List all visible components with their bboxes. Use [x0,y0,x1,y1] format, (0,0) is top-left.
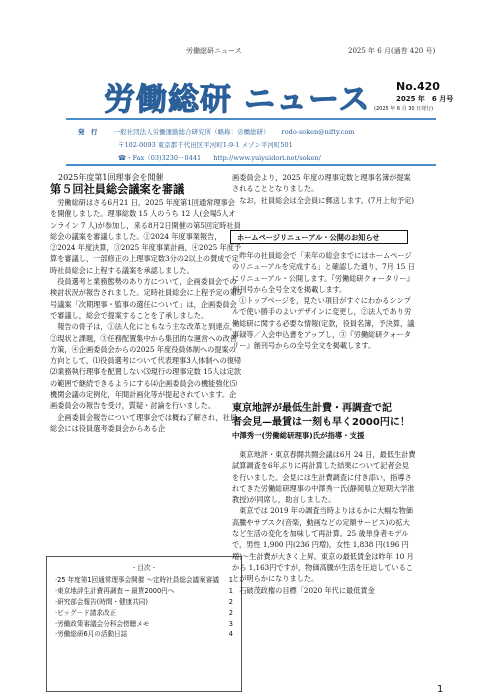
right-para-1: 画委員会より，2025 年度の理事定数と理事名簿が提案されることとなりました。 [232,173,411,194]
issue-number: No.420 [396,80,440,93]
publisher-line-3 [118,153,321,162]
article3-byline: 中澤秀一(労働総研理事)氏が指導・支援 [232,431,365,440]
toc-item [55,629,233,640]
masthead-rule-top [66,118,436,120]
masthead-title [104,74,370,119]
article1-para-2: 役員選考と業務態勢のあり方について，企画委員会での検討状況が報告されました。定時社員総会に上程予定の第5号議案「次期理事・監事の選任について」は，企画委員会で審議し，総会で提案することを了承しました。 [50,277,242,320]
page-number: 1 [437,684,444,695]
toc-item-text: ·25 年度第1回通常理事会開催 〜定時社員総会議案審議 [55,575,219,584]
article3-headline-1: 東京地評が最低生計費・再調査で記 [232,403,392,414]
table-of-contents [46,556,242,692]
masthead-title-b: ニュース [244,82,371,118]
toc-item-text: ·研究部会報告(時間・健康共同) [55,597,148,606]
toc-item [55,619,233,630]
article1-headline: 第５回社員総会議案を審議 [50,183,185,196]
article3-para-3: 石破茂政権の目標「2020 年代に最低賃金 [239,585,375,595]
article-homepage-renewal [232,250,416,352]
toc-item-page: 2 [228,597,233,606]
masthead-rule-bottom [66,164,436,166]
toc-item-page: 2 [228,608,233,617]
toc-item-text: ·労働総研6月の活動日誌 [55,630,128,639]
article1-para-1: 労働総研はさる6月21 日，2025 年度第1回通常理事会を開催しました。理事総数 15 人のうち 12 人(会場5人オンライン 7 人)が参加し，来る8月2日開催の第5回定時社員総会の議案を審議しました。①2024 年度事業報告，②2024 年度決算，③2025 年度事業計画，④2025 年度予算を審議し，一部修正の上理事定数3分の2以上の賛成で定時社員総会に上程する議案を承認しました。 [50,198,242,275]
article1-para-4: 企画委員会報告について理事会では概ね了解され，社員総会には役員選考委員会からある企 [50,412,238,433]
article1-continued [232,172,416,206]
article3-para-2: 東京では 2019 年の調査当時よりはるかに大幅な物価高騰やサブスク(音楽，動画などの定額サービス)の拡大など生活の変化を加味して再計算。25 歳単身者モデルで，男性 1,900 円(236 円増)，女性 1,838 円(196 円増)～生計費が大きく上昇。東京の最低賃金は昨年 10 月から 1,163円ですが，物価高騰が生活を圧迫していることが明らかになりました。 [232,506,414,584]
article-tokyo-chihyo [232,402,422,596]
publisher-name: 一般社団法人労働運動総合研究所（略称：労働総研） [113,128,270,136]
masthead-title-a: 労働総研 [104,82,232,118]
issue-published-date: (2025 年 6 月 30 日発行) [374,106,434,112]
toc-item-page: 4 [228,630,233,639]
toc-item [55,597,233,608]
publisher-line-1 [78,127,355,136]
publisher-tel: ☎・Fax（03)3230－0441 [118,154,202,162]
article3-para-1: 東京地評・東京春闘共闘会議は6月 24 日，最低生計費試算調査を6年ぶりに再計算した結果について記者会見を行いました。会見には生計費調査に付き添い，指導されてきた労働総研理事の中澤秀一氏(静岡県立短期大学准教授)が同席し，助言しました。 [232,450,416,505]
publisher-address: 〒102-0093 東京都千代田区平河町1-9-1 メゾン平河町501 [118,141,293,149]
article2-para-2: ①トップページを，見たい項目がすぐにわかるシンプルで使い勝手のよいデザインに変更し，②法人であり労働総研に関する必要な情報(定款，役員名簿，予決算，議事録等／入会申込書をアップし，③『労働総研クォータリー』創刊号からの全号全文を掲載します。 [232,296,415,351]
article3-body [232,449,416,596]
issue-date: 2025 年 6 月号 [396,95,454,103]
running-header-issue: 2025 年 6 月(通巻 420 号) [348,47,436,55]
toc-item [55,608,233,619]
toc-title: - 目次 - [132,564,156,572]
running-header-title: 労働総研ニュース [186,47,242,55]
article-council-meeting [50,172,242,434]
publisher-label: 発 行 [78,128,98,136]
article2-para-1: 昨年の社員総会で「来年の総会までにはホームページのリニューアルを完成する」と確認した通り，7月 15 日にリニューアル・公開します。『労働総研クォータリー』創刊号から全号全文を掲載します。 [232,251,415,294]
toc-item-page: 1 [228,586,233,595]
toc-item-page: 1 [228,575,233,584]
toc-item [55,586,233,597]
toc-item [55,575,233,586]
article3-headline-2: 者会見—最賃は一刻も早く2000円に！ [232,417,410,428]
toc-item-text: ·ビッグ－ド請求改正 [55,608,117,617]
article1-para-3: 報告の骨子は，①法人化にともなう主な改革と到達点，②現状と課題，③任務配置集中から集団的な運営への改善方策，④企画委員会からの2025 年度役員体制への提案の方向として，⑴役員選考について代表理事3人体制への復帰⑵業務執行理事を配置しない⑶現行の理事定数 15人は定款の範囲で継続できるようにする⑷企画委員会の機能強化⑸機関会議の定例化，年間計画化等が提起されています。企画委員会の報告を受け，質疑・討論を行いました。 [50,322,242,411]
toc-list [55,575,233,640]
toc-item-page: 3 [228,619,233,628]
right-para-2: なお，社員総会は全会員に郵送します。(7月上旬予定) [239,195,415,205]
toc-item-text: ·労働政策審議会分科会傍聴メモ [55,619,150,628]
publisher-url[interactable]: http://www.yuiyuidori.net/soken/ [213,154,321,162]
article1-kicker: 2025年度第1回理事会を開催 [58,173,164,182]
toc-item-text: ·東京地評生計費再調査 ─ 最賃2000円へ [55,586,175,595]
article1-body [50,197,242,434]
homepage-notice-heading: ホームページリニューアル・公開のお知らせ [230,230,408,244]
publisher-email[interactable]: rodo-soken@nifty.com [281,128,355,136]
